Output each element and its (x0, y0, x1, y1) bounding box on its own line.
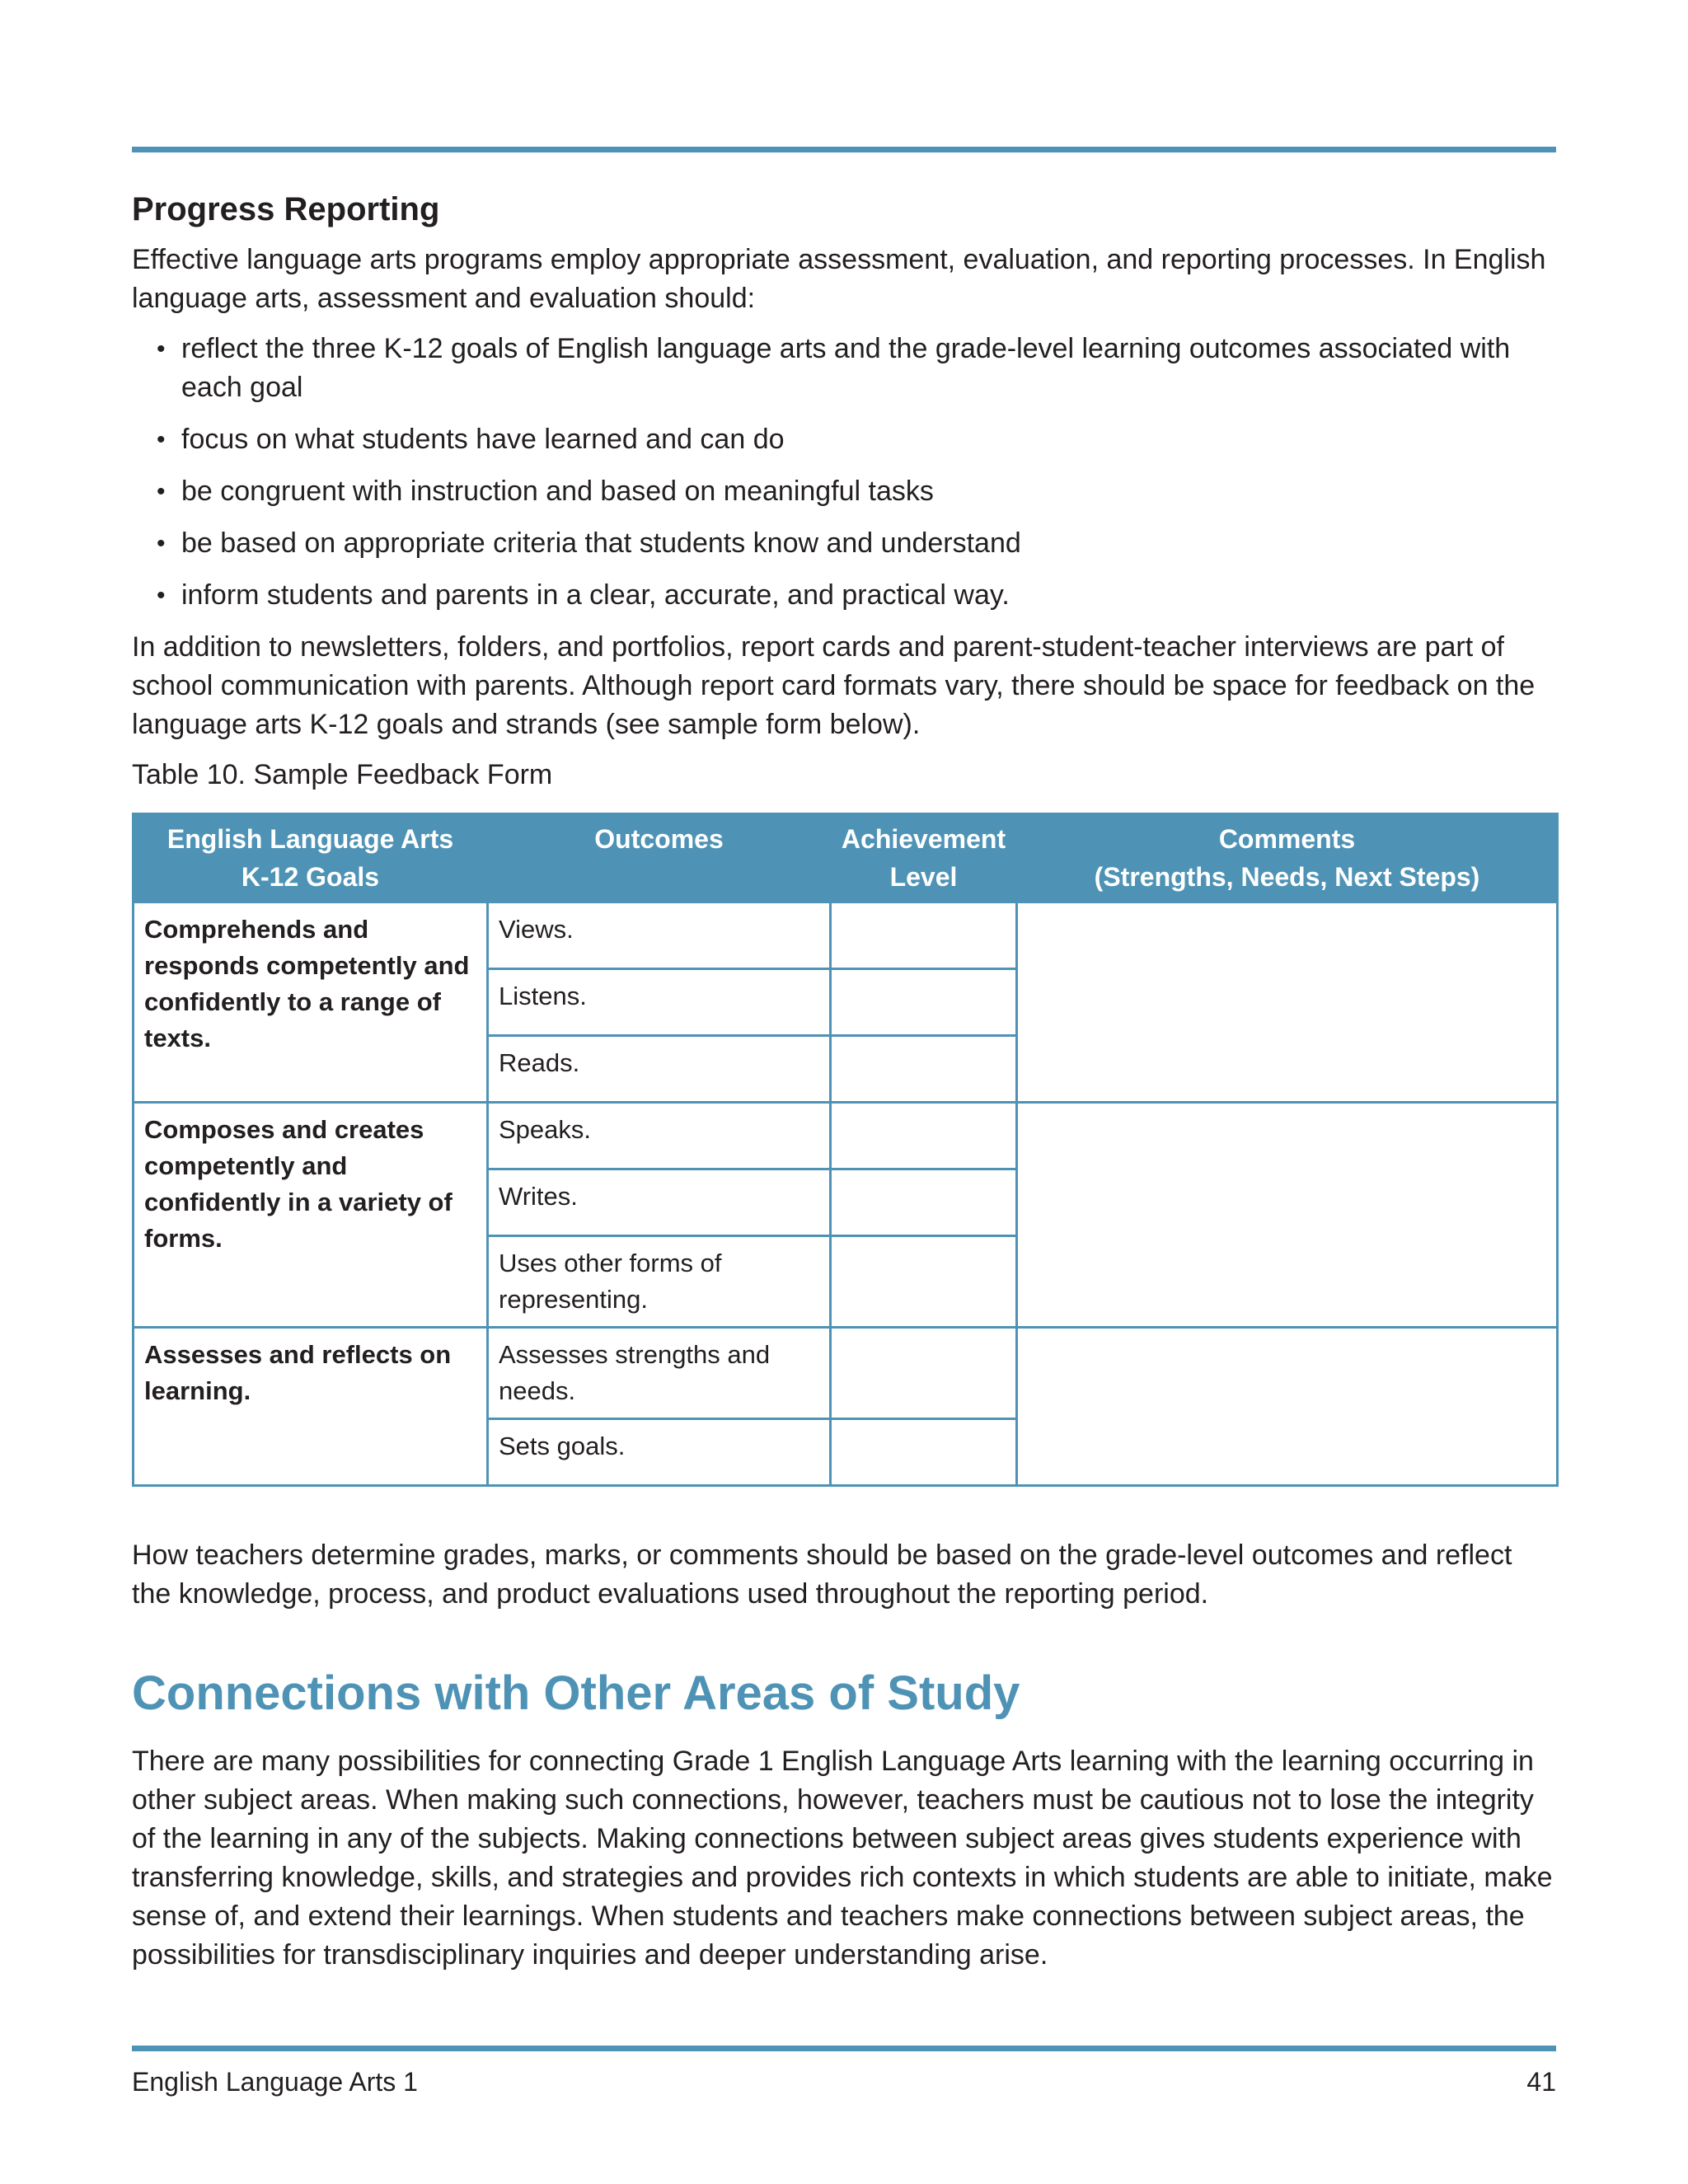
outcome-cell: Sets goals. (488, 1419, 831, 1486)
assessment-criteria-list (132, 330, 1556, 615)
list-item-text: be congruent with instruction and based on meaningful tasks (181, 476, 934, 507)
achievement-level-cell[interactable] (831, 1103, 1017, 1169)
bullet-icon: • (157, 478, 166, 505)
connections-paragraph: There are many possibilities for connecting Grade 1 English Language Arts learning with the learning occurring in other subject areas. When making such connections, however, teachers must be cautious not to lose the integrity of the learning in any of the subjects. Making connections between subject areas gives students experience with transferring knowledge, skills, and strategies and provides rich contexts in which students are able to initiate, make sense of, and extend their learnings. When students and teachers make connections between subject areas, the possibilities for transdisciplinary inquiries and deeper understanding arise. (132, 1745, 1553, 1971)
bottom-rule (132, 2046, 1556, 2051)
list-item-text: be based on appropriate criteria that students know and understand (181, 527, 1021, 559)
achievement-level-cell[interactable] (831, 1236, 1017, 1328)
feedback-form-table (132, 813, 1559, 1487)
bullet-icon: • (157, 426, 166, 453)
header-achievement: Achievement Level (831, 814, 1017, 902)
grading-paragraph: How teachers determine grades, marks, or comments should be based on the grade-level outcomes and reflect the knowledge, process, and product evaluations used throughout the reporting period. (132, 1540, 1512, 1610)
goal-cell: Assesses and reflects on learning. (134, 1328, 488, 1486)
table-caption: Table 10. Sample Feedback Form (132, 759, 553, 790)
goal-cell: Composes and creates competently and confidently in a variety of forms. (134, 1103, 488, 1328)
section-title: Progress Reporting (132, 191, 440, 227)
footer-title: English Language Arts 1 (132, 2067, 418, 2097)
achievement-level-cell[interactable] (831, 1419, 1017, 1486)
outcome-cell: Writes. (488, 1169, 831, 1236)
list-item (132, 576, 1556, 615)
table-row (134, 1328, 1558, 1419)
comments-cell[interactable] (1017, 1103, 1558, 1328)
bullet-icon: • (157, 582, 166, 609)
header-comments: Comments (Strengths, Needs, Next Steps) (1017, 814, 1558, 902)
report-card-paragraph: In addition to newsletters, folders, and portfolios, report cards and parent-student-teacher interviews are part of school communication with parents. Although report card formats vary, there should be space for feedback on the language arts K-12 goals and strands (see sample form below). (132, 631, 1536, 740)
achievement-level-cell[interactable] (831, 902, 1017, 969)
achievement-level-cell[interactable] (831, 1036, 1017, 1103)
comments-cell[interactable] (1017, 1328, 1558, 1486)
achievement-level-cell[interactable] (831, 1328, 1017, 1419)
goal-cell: Comprehends and responds competently and confidently to a range of texts. (134, 902, 488, 1103)
outcome-cell: Listens. (488, 969, 831, 1036)
table-row (134, 902, 1558, 969)
header-goals: English Language Arts K-12 Goals (134, 814, 488, 902)
header-outcomes: Outcomes (488, 814, 831, 902)
outcome-cell: Views. (488, 902, 831, 969)
comments-cell[interactable] (1017, 902, 1558, 1103)
list-item-text: inform students and parents in a clear, accurate, and practical way. (181, 579, 1010, 611)
list-item (132, 420, 1556, 459)
table-row (134, 1103, 1558, 1169)
page-number: 41 (1526, 2067, 1556, 2097)
bullet-icon: • (157, 335, 166, 363)
connections-heading: Connections with Other Areas of Study (132, 1666, 1020, 1720)
list-item-text: focus on what students have learned and can do (181, 424, 785, 455)
document-page (132, 0, 1556, 2184)
page-content (132, 190, 1556, 1986)
outcome-cell: Assesses strengths and needs. (488, 1328, 831, 1419)
achievement-level-cell[interactable] (831, 1169, 1017, 1236)
list-item (132, 524, 1556, 563)
table-header-row (134, 814, 1558, 902)
list-item (132, 472, 1556, 511)
list-item-text: reflect the three K-12 goals of English language arts and the grade-level learning outcomes associated with each goal (181, 333, 1511, 403)
list-item (132, 330, 1556, 407)
intro-paragraph: Effective language arts programs employ appropriate assessment, evaluation, and reporting processes. In English language arts, assessment and evaluation should: (132, 244, 1546, 314)
outcome-cell: Uses other forms of representing. (488, 1236, 831, 1328)
bullet-icon: • (157, 530, 166, 557)
achievement-level-cell[interactable] (831, 969, 1017, 1036)
outcome-cell: Reads. (488, 1036, 831, 1103)
top-rule (132, 147, 1556, 152)
outcome-cell: Speaks. (488, 1103, 831, 1169)
